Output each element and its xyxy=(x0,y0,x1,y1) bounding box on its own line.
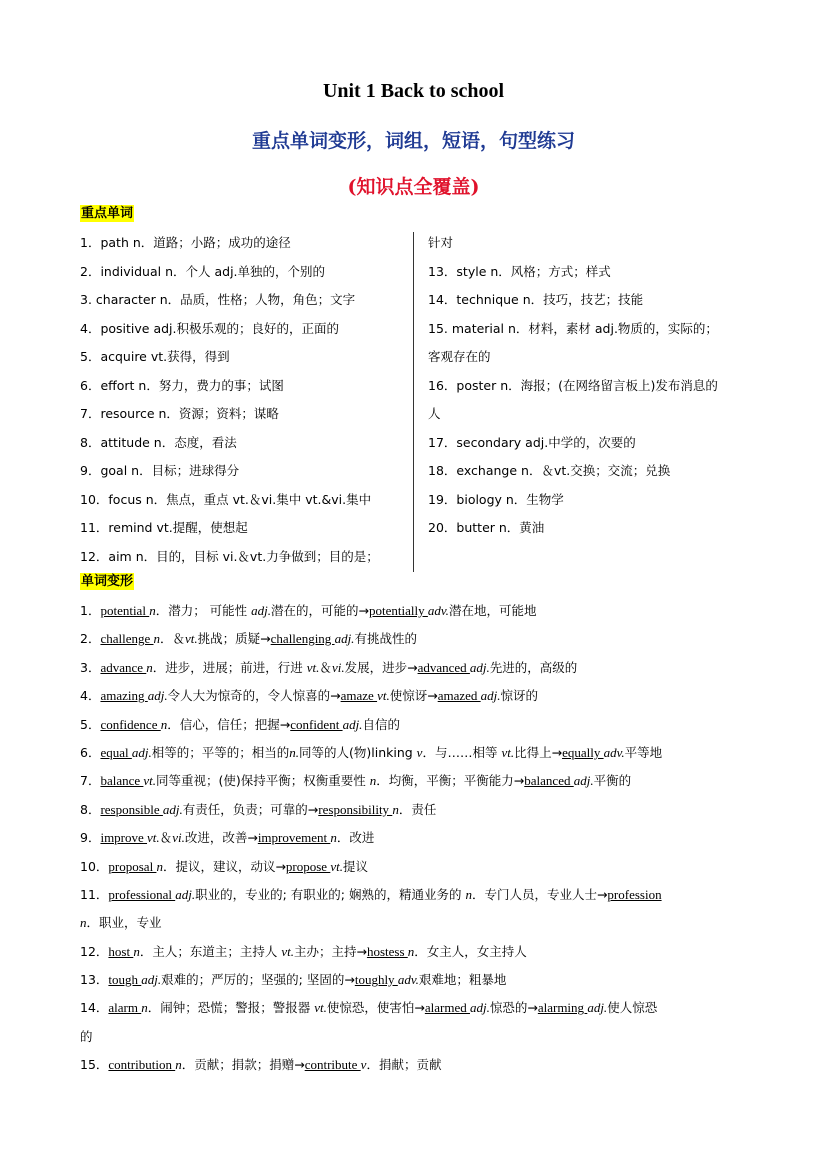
part-of-speech: n xyxy=(149,603,156,618)
variant-line xyxy=(80,881,760,909)
definition-text: ．闹钟；恐慌；警报；警报器 xyxy=(147,1000,315,1016)
headword-underlined: alarming xyxy=(537,1000,588,1016)
variant-number: 10． xyxy=(80,858,109,874)
part-of-speech: vt. xyxy=(306,659,320,675)
headword-underlined: confidence xyxy=(100,716,161,732)
definition-text: ．责任 xyxy=(398,801,437,817)
page-title: Unit 1 Back to school xyxy=(322,80,505,102)
variant-line xyxy=(80,711,760,739)
variant-number: 8． xyxy=(80,801,101,817)
variant-line xyxy=(80,654,760,682)
vocab-line: 18．exchange n．＆vt.交换；交流；兑换 xyxy=(428,463,671,478)
vocab-line: 20．butter n．黄油 xyxy=(428,520,545,535)
variant-line xyxy=(80,739,760,767)
vocab-line: 客观存在的 xyxy=(428,349,491,364)
part-of-speech: n xyxy=(156,858,163,874)
headword-underlined: challenging xyxy=(270,631,335,647)
variant-number: 9． xyxy=(80,830,101,846)
definition-text: ．信心，信任；把握→ xyxy=(167,716,291,732)
definition-text: 惊恐的→ xyxy=(489,1000,538,1016)
part-of-speech: v xyxy=(416,744,423,760)
variant-line xyxy=(80,994,760,1022)
definition-text: ．职业，专业 xyxy=(86,915,162,931)
definition-text: ．提议，建议，动议→ xyxy=(162,858,286,874)
variant-number: 15． xyxy=(80,1057,109,1073)
definition-text: 先进的，高级的 xyxy=(489,659,578,675)
part-of-speech: adj. xyxy=(162,801,183,817)
definition-text: 令人大为惊奇的，令人惊喜的→ xyxy=(167,688,341,704)
part-of-speech: adv. xyxy=(603,744,625,760)
vocab-line: 13．style n．风格；方式；样式 xyxy=(428,263,611,279)
variant-number: 5． xyxy=(80,716,101,732)
definition-text: 有挑战性的 xyxy=(354,631,417,647)
headword-underlined: responsible xyxy=(100,801,163,817)
part-of-speech: n xyxy=(175,1057,182,1073)
vocab-line: 17．secondary adj.中学的，次要的 xyxy=(428,434,636,450)
vocab-line: 针对 xyxy=(428,235,454,250)
vocab-line: 19．biology n．生物学 xyxy=(428,491,564,507)
headword-underlined: contribute xyxy=(304,1057,361,1073)
definition-text: 同等的人(物)linking xyxy=(299,744,417,760)
headword-underlined: profession xyxy=(607,886,662,902)
vocab-line: 8．attitude n．态度，看法 xyxy=(80,434,237,450)
part-of-speech: n xyxy=(133,943,140,959)
part-of-speech: n xyxy=(330,830,337,846)
definition-text: ．贡献；捐款；捐赠→ xyxy=(181,1057,305,1073)
headword-underlined: amazing xyxy=(100,688,148,704)
definition-text: 比得上→ xyxy=(514,744,563,760)
definition-text: 发展，进步→ xyxy=(344,659,418,675)
part-of-speech: n xyxy=(392,801,399,817)
part-of-speech: v xyxy=(360,1057,367,1073)
variant-line xyxy=(80,1023,760,1051)
variant-line xyxy=(80,597,760,625)
part-of-speech: vt. xyxy=(314,1000,327,1016)
part-of-speech: vt. xyxy=(147,830,160,846)
part-of-speech: adj. xyxy=(175,886,196,902)
definition-text: 同等重视；(使)保持平衡；权衡重要性 xyxy=(156,773,370,789)
part-of-speech: n xyxy=(369,773,377,789)
page-subtitle: 重点单词变形，词组，短语，句型练习 xyxy=(251,130,575,152)
definition-text: 平衡的 xyxy=(593,773,632,789)
variant-line xyxy=(80,1051,760,1079)
vocab-line: 人 xyxy=(428,406,441,421)
variant-line xyxy=(80,625,760,653)
definition-text: 职业的，专业的; 有职业的; 娴熟的，精通业务的 xyxy=(195,886,466,902)
definition-text: 使惊讶→ xyxy=(389,688,438,704)
definition-text: 自信的 xyxy=(362,716,400,732)
part-of-speech: adj. xyxy=(480,688,501,704)
vocab-line: 10．focus n．焦点，重点 vt.＆vi.集中 vt.&vi.集中 xyxy=(80,491,372,507)
variant-number: 7． xyxy=(80,773,101,789)
definition-text: ．主人；东道主；主持人 xyxy=(139,943,282,959)
section-heading-key-words: 重点单词 xyxy=(81,206,134,221)
headword-underlined: contribution xyxy=(108,1057,176,1073)
part-of-speech: adj. xyxy=(334,631,355,647)
variant-line xyxy=(80,682,760,710)
part-of-speech: n xyxy=(160,716,168,732)
headword-underlined: improve xyxy=(100,830,148,846)
headword-underlined: potential xyxy=(100,603,150,618)
part-of-speech: adj. xyxy=(573,773,594,789)
variant-line xyxy=(80,853,760,881)
part-of-speech: n xyxy=(80,915,87,931)
definition-text: 艰难地；粗暴地 xyxy=(418,972,507,988)
vocab-line: 14．technique n．技巧，技艺；技能 xyxy=(428,292,644,307)
vocab-line: 5．acquire vt.获得，得到 xyxy=(80,349,230,364)
vocab-line: 2．individual n．个人 adj.单独的，个别的 xyxy=(80,263,326,279)
variant-line xyxy=(80,909,760,937)
definition-text: ．女主人，女主持人 xyxy=(414,943,527,959)
headword-underlined: alarmed xyxy=(424,1000,470,1016)
headword-underlined: potentially xyxy=(369,603,428,618)
column-divider xyxy=(413,232,414,572)
key-words-left-column xyxy=(80,229,420,571)
part-of-speech: adj. xyxy=(469,659,490,675)
headword-underlined: toughly xyxy=(354,972,398,988)
word-variants-list xyxy=(80,597,760,1080)
part-of-speech: adj. xyxy=(342,716,363,732)
headword-underlined: hostess xyxy=(366,943,408,959)
vocab-line: 9．goal n．目标；进球得分 xyxy=(80,463,240,478)
part-of-speech: vt. xyxy=(185,631,198,647)
definition-text: ．捐献；贡献 xyxy=(366,1057,442,1073)
definition-text: 潜在的，可能的→ xyxy=(271,603,370,618)
definition-text: 改进，改善→ xyxy=(184,830,258,846)
headword-underlined: amaze xyxy=(340,688,378,704)
vocab-line: 11．remind vt.提醒，使想起 xyxy=(80,520,248,535)
variant-line xyxy=(80,938,760,966)
definition-text: 潜在地，可能地 xyxy=(448,603,537,618)
variant-number: 6． xyxy=(80,744,101,760)
vocab-line: 15. material n．材料，素材 adj.物质的，实际的； xyxy=(428,320,718,336)
definition-text: 惊讶的 xyxy=(500,688,539,704)
headword-underlined: professional xyxy=(108,886,176,902)
variant-number: 13． xyxy=(80,972,109,988)
part-of-speech: n xyxy=(465,886,472,902)
headword-underlined: responsibility xyxy=(318,801,393,817)
vocab-line: 7．resource n．资源；资料；谋略 xyxy=(80,406,279,421)
definition-text: 有责任，负责；可靠的→ xyxy=(182,801,319,817)
variant-number: 14． xyxy=(80,1000,109,1016)
headword-underlined: improvement xyxy=(257,830,331,846)
headword-underlined: balance xyxy=(100,773,144,789)
definition-text: 提议 xyxy=(342,858,368,874)
part-of-speech: adj. xyxy=(469,1000,490,1016)
definition-text: 主办；主持→ xyxy=(293,943,367,959)
definition-text: ＆ xyxy=(159,830,173,846)
headword-underlined: propose xyxy=(285,858,331,874)
variant-line xyxy=(80,796,760,824)
part-of-speech: adv. xyxy=(397,972,419,988)
definition-text: 艰难的；严厉的；坚强的; 坚固的→ xyxy=(161,972,355,988)
definition-text: ＆ xyxy=(319,659,332,675)
definition-text: 的 xyxy=(80,1028,93,1044)
coverage-note: (知识点全覆盖) xyxy=(347,176,480,198)
vocab-line: 3. character n．品质，性格；人物，角色；文字 xyxy=(80,292,356,307)
section-heading-word-variants: 单词变形 xyxy=(81,574,134,589)
variant-number: 3． xyxy=(80,659,101,675)
definition-text: 使惊恐，使害怕→ xyxy=(326,1000,425,1016)
definition-text: 使人惊恐 xyxy=(607,1000,658,1016)
part-of-speech: adj. xyxy=(147,688,168,704)
definition-text: 相等的；平等的；相当的 xyxy=(151,744,290,760)
headword-underlined: amazed xyxy=(437,688,481,704)
variant-line xyxy=(80,824,760,852)
vocab-line: 4．positive adj.积极乐观的；良好的，正面的 xyxy=(80,320,339,336)
definition-text: ．＆ xyxy=(160,631,186,647)
part-of-speech: adv. xyxy=(427,603,449,618)
headword-underlined: challenge xyxy=(100,631,154,647)
part-of-speech: n xyxy=(407,943,415,959)
definition-text: ．与……相等 xyxy=(422,744,502,760)
part-of-speech: n xyxy=(146,659,153,675)
vocab-line: 12．aim n．目的，目标 vi.＆vt.力争做到；目的是； xyxy=(80,548,379,564)
headword-underlined: balanced xyxy=(524,773,574,789)
part-of-speech: adj. xyxy=(141,972,162,988)
variant-number: 2． xyxy=(80,631,101,647)
vocab-line: 6．effort n．努力，费力的事；试图 xyxy=(80,377,284,393)
headword-underlined: alarm xyxy=(108,1000,142,1016)
part-of-speech: vt. xyxy=(143,773,157,789)
variant-number: 12． xyxy=(80,943,109,959)
definition-text: 挑战；质疑→ xyxy=(197,631,271,647)
part-of-speech: vt. xyxy=(281,943,294,959)
headword-underlined: advanced xyxy=(417,659,470,675)
headword-underlined: host xyxy=(108,943,134,959)
vocab-line: 16．poster n．海报；(在网络留言板上)发布消息的 xyxy=(428,377,718,393)
variant-number: 1． xyxy=(80,603,101,618)
definition-text: ．进步，进展；前进，行进 xyxy=(152,659,307,675)
part-of-speech: vt. xyxy=(377,688,390,704)
headword-underlined: equally xyxy=(562,744,604,760)
variant-line xyxy=(80,966,760,994)
key-words-right-column xyxy=(428,229,758,543)
part-of-speech: n xyxy=(141,1000,148,1016)
variant-number: 4． xyxy=(80,688,101,704)
headword-underlined: proposal xyxy=(108,858,157,874)
part-of-speech: vt. xyxy=(330,858,343,874)
headword-underlined: equal xyxy=(100,744,132,760)
part-of-speech: adj. xyxy=(131,744,152,760)
vocab-line: 1．path n．道路；小路；成功的途径 xyxy=(80,235,291,250)
definition-text: ．均衡，平衡；平衡能力→ xyxy=(376,773,525,789)
definition-text: ．潜力； 可能性 xyxy=(155,603,252,618)
variant-number: 11． xyxy=(80,886,109,902)
definition-text: ．专门人员，专业人士→ xyxy=(471,886,608,902)
part-of-speech: n xyxy=(153,631,161,647)
part-of-speech: vi. xyxy=(331,659,345,675)
part-of-speech: vi. xyxy=(172,830,185,846)
variant-line xyxy=(80,767,760,795)
definition-text: 平等地 xyxy=(624,744,663,760)
headword-underlined: advance xyxy=(100,659,147,675)
part-of-speech: adj. xyxy=(251,603,272,618)
headword-underlined: confident xyxy=(290,716,343,732)
part-of-speech: vt. xyxy=(501,744,515,760)
headword-underlined: tough xyxy=(108,972,142,988)
part-of-speech: n. xyxy=(289,744,299,760)
definition-text: ．改进 xyxy=(336,830,375,846)
part-of-speech: adj. xyxy=(587,1000,608,1016)
